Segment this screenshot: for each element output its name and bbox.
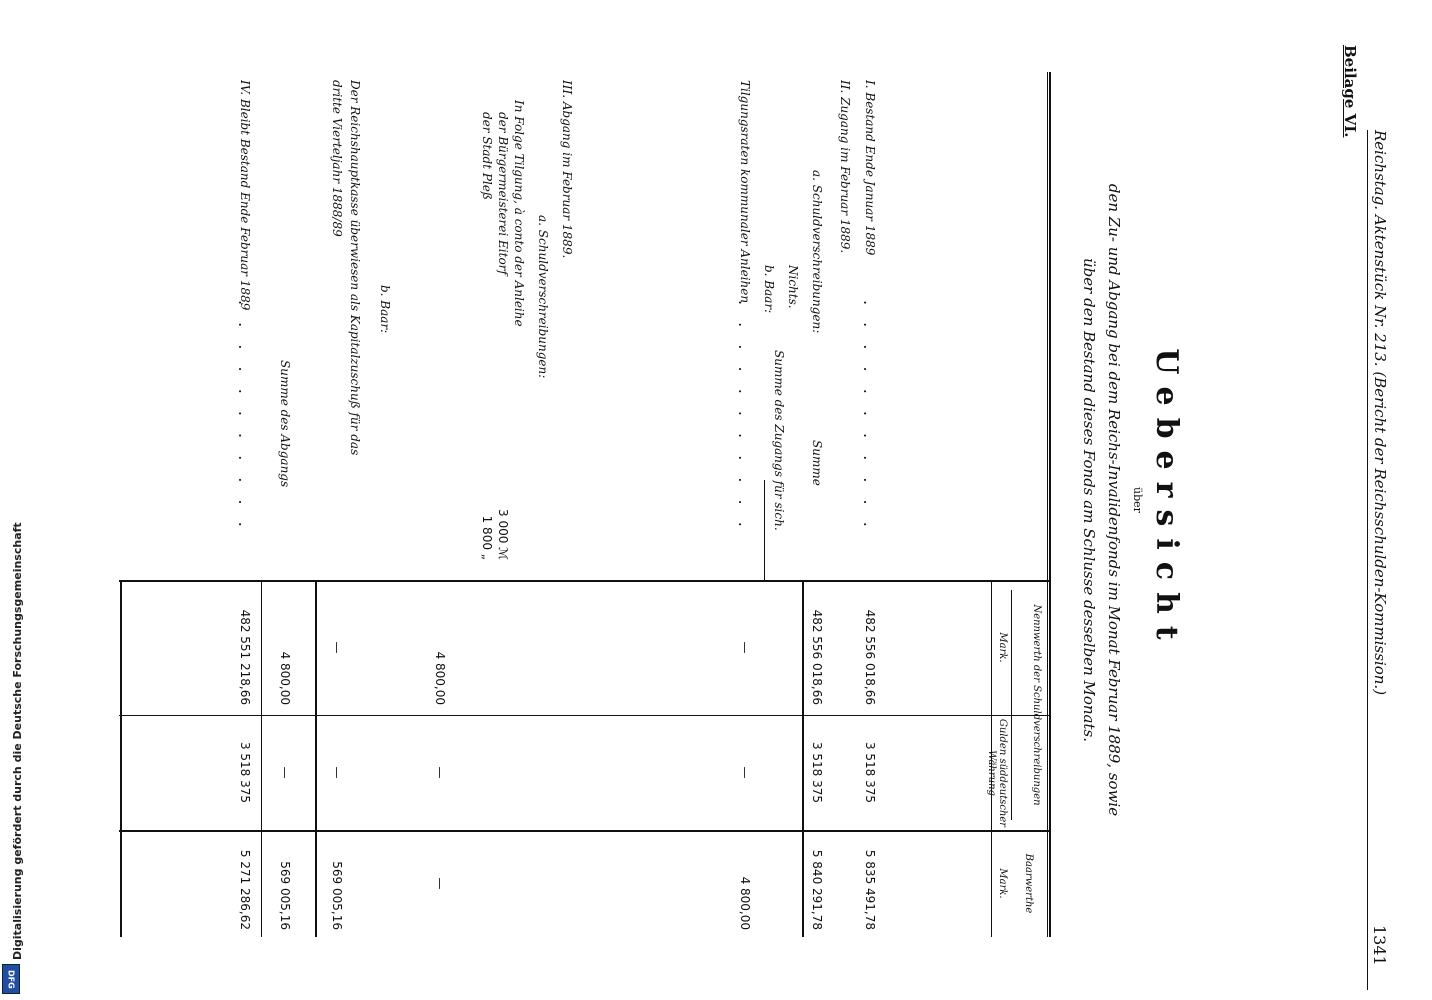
page-number: 1341 [1370,925,1389,966]
column-header-baar: Baarwerthe [1023,853,1034,914]
row-zugang-sum-label: Summe des Zugangs für sich. [772,350,786,531]
row-abgang-a-mark: 4 800,00 [433,651,447,705]
row-abgang-b-text-2: dritte Vierteljahr 1888/89 [330,80,344,237]
abgang-sum-rule [315,580,317,937]
row-zugang-a-label: a. Schuldverschreibungen: [810,170,824,334]
row-abgang-b-label: b. Baar: [378,285,392,334]
row-abgang-b-text-1: Der Reichshauptkasse überwiesen als Kapitalzuschuß für das [348,80,362,456]
row-zugang-total-gulden: 3 518 375 [810,741,824,804]
row-abgang-a-amount-1: 3 000 ℳ [496,509,510,560]
row-bestand-januar-label: I. Bestand Ende Januar 1889 [863,80,877,256]
row-bestand-februar-label: IV. Bleibt Bestand Ende Februar 1889 [238,80,252,311]
column-header-mark: Mark. [997,632,1008,663]
row-abgang-b-mark: — [330,641,344,654]
row-abgang-a-gulden: — [433,766,447,779]
row-abgang-b-baar: 569 005,16 [330,861,344,930]
title-line-1: den Zu- und Abgang bei dem Reichs-Invalidenfonds im Monat Februar 1889, sowie [1105,183,1123,817]
row-abgang-a-label: a. Schuldverschreibungen: [536,215,550,379]
title-line-2: über den Bestand dieses Fonds am Schlusse desselben Monats. [1080,258,1098,742]
appendix-label: Beilage VI. [1341,45,1359,138]
running-header: Reichstag. Aktenstück Nr. 213. (Bericht der Reichsschulden-Kommission.) [1371,130,1389,696]
row-zugang-total-mark: 482 556 018,66 [810,609,824,705]
row-abgang-a-text-2: der Bürgermeisterei Eitorf [496,112,510,275]
dfg-logo: DFG [2,964,20,994]
row-abgang-label: III. Abgang im Februar 1889. [560,80,574,259]
row-bestand-februar-baar: 5 271 286,62 [238,849,252,930]
column-header-baar-unit: Mark. [997,868,1008,899]
row-bestand-januar-gulden: 3 518 375 [863,741,877,804]
row-zugang-label: II. Zugang im Februar 1889. [838,80,852,254]
row-bestand-januar-mark: 482 556 018,66 [863,609,877,705]
row-abgang-a-text-3: der Stadt Pleß [480,112,494,200]
table-top-rule [1049,72,1051,937]
column-header-group: Nennwerth der Schuldverschreibungen [1031,604,1042,806]
column-header-gulden: Gulden süddeutscher Währung [986,718,1008,828]
row-zugang-b-label: b. Baar: [762,265,776,314]
leader-dots: . . . . . . . . . . . [235,300,254,533]
final-rule [261,580,262,937]
row-abgang-sum-label: Summe des Abgangs [278,360,292,488]
table-top-rule-inner [1047,72,1048,937]
row-zugang-a-text: Nichts. [786,265,800,309]
row-zugang-b-baar: 4 800,00 [738,876,752,930]
row-abgang-a-baar: — [433,877,447,890]
column-divider-mark [119,715,1051,716]
column-group-rule [1011,590,1012,820]
header-rule [1367,130,1368,990]
page-title: Uebersicht [1149,348,1184,652]
row-abgang-a-amount-2: 1 800 „ [480,515,494,560]
title-connector: über [1131,487,1144,513]
row-bestand-februar-gulden: 3 518 375 [238,741,252,804]
row-abgang-sum-baar: 569 005,16 [278,861,292,930]
row-zugang-b-text: Tilgungsraten kommunaler Anleihen [738,80,752,304]
row-zugang-total-baar: 5 840 291,78 [810,849,824,930]
row-abgang-sum-gulden: — [278,766,292,779]
row-abgang-sum-mark: 4 800,00 [278,651,292,705]
row-zugang-total-label: Summe [810,440,824,486]
subtotal-rule [764,480,765,580]
row-bestand-januar-baar: 5 835 491,78 [863,849,877,930]
leader-dots: . . . . . . . . . . . [860,300,879,533]
row-abgang-b-gulden: — [330,766,344,779]
digitization-credit: Digitalisierung gefördert durch die Deutsche Forschungsgemeinschaft [11,522,24,960]
row-zugang-b-gulden: — [738,766,752,779]
leader-dots: . . . . . . . . . . . [735,300,754,533]
total-rule [802,580,804,937]
column-divider-label [119,580,1051,582]
row-bestand-februar-mark: 482 551 218,66 [238,609,252,705]
column-divider-gulden [119,830,1051,832]
table-bottom-rule [120,580,122,937]
row-abgang-a-text-1: In Folge Tilgung, à conto der Anleihe [512,100,526,327]
row-zugang-b-mark: — [738,641,752,654]
